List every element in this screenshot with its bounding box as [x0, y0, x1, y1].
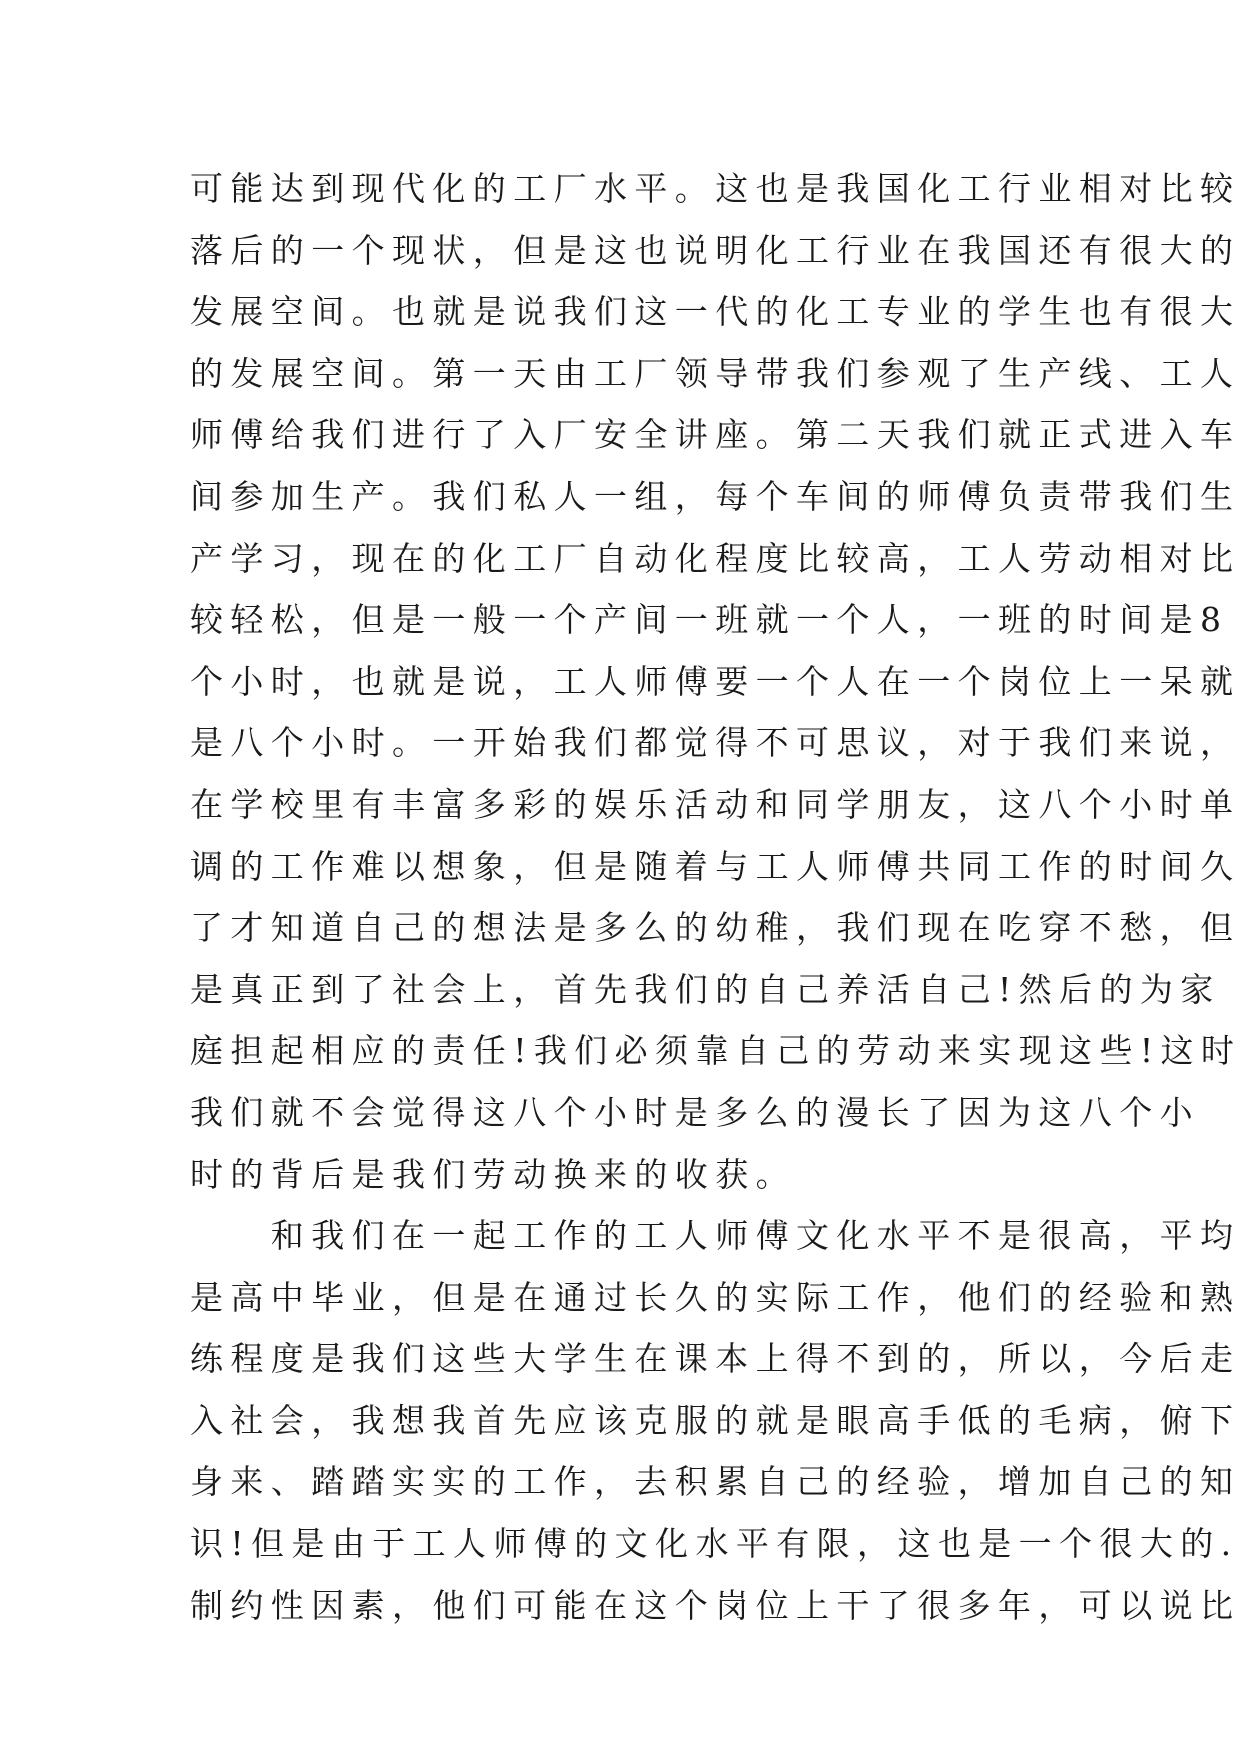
text-line: 在学校里有丰富多彩的娱乐活动和同学朋友，这八个小时单 — [190, 784, 1241, 824]
text-line: 我们就不会觉得这八个小时是多么的漫长了因为这八个小 — [190, 1092, 1200, 1132]
text-line: 个小时，也就是说，工人师傅要一个人在一个岗位上一呆就 — [190, 661, 1241, 701]
text-line: 间参加生产。我们私人一组，每个车间的师傅负责带我们生 — [190, 476, 1241, 516]
text-line: 时的背后是我们劳动换来的收获。 — [190, 1154, 796, 1194]
text-line: 了才知道自己的想法是多么的幼稚，我们现在吃穿不愁，但 — [190, 908, 1241, 948]
text-line: 练程度是我们这些大学生在课本上得不到的，所以，今后走 — [190, 1339, 1241, 1379]
text-line: 庭担起相应的责任!我们必须靠自己的劳动来实现这些!这时 — [190, 1031, 1241, 1071]
text-line: 入社会，我想我首先应该克服的就是眼高手低的毛病，俯下 — [190, 1400, 1241, 1440]
text-line: 发展空间。也就是说我们这一代的化工专业的学生也有很大 — [190, 292, 1241, 332]
text-line: 产学习，现在的化工厂自动化程度比较高，工人劳动相对比 — [190, 538, 1241, 578]
text-line: 是真正到了社会上，首先我们的自己养活自己!然后的为家 — [190, 969, 1221, 1009]
paragraph-start-line: 和我们在一起工作的工人师傅文化水平不是很高，平均 — [190, 1216, 1241, 1256]
text-line: 是高中毕业，但是在通过长久的实际工作，他们的经验和熟 — [190, 1277, 1241, 1317]
text-line: 身来、踏踏实实的工作，去积累自己的经验，增加自己的知 — [190, 1462, 1241, 1502]
text-line: 较轻松，但是一般一个产间一班就一个人，一班的时间是8 — [190, 600, 1229, 640]
text-line: 制约性因素，他们可能在这个岗位上干了很多年，可以说比 — [190, 1585, 1241, 1625]
text-line: 调的工作难以想象，但是随着与工人师傅共同工作的时间久 — [190, 846, 1241, 886]
text-line: 师傅给我们进行了入厂安全讲座。第二天我们就正式进入车 — [190, 415, 1241, 455]
text-line: 是八个小时。一开始我们都觉得不可思议，对于我们来说， — [190, 723, 1241, 763]
text-line: 识!但是由于工人师傅的文化水平有限，这也是一个很大的. — [190, 1524, 1239, 1564]
text-line: 落后的一个现状，但是这也说明化工行业在我国还有很大的 — [190, 230, 1241, 270]
text-line: 可能达到现代化的工厂水平。这也是我国化工行业相对比较 — [190, 169, 1241, 208]
text-line: 的发展空间。第一天由工厂领导带我们参观了生产线、工人 — [190, 353, 1241, 393]
body-text — [190, 158, 1241, 1636]
